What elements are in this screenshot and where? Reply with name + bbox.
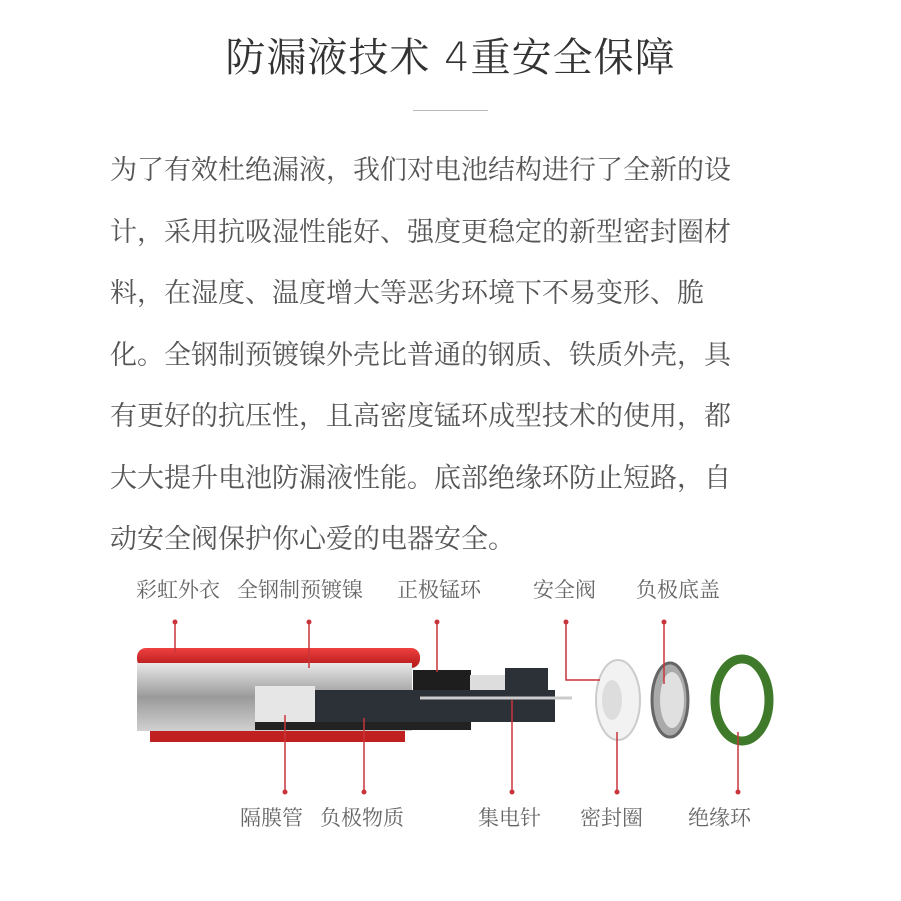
description-line: 动安全阀保护你心爱的电器安全。 xyxy=(110,524,515,555)
label-rainbow-jacket: 彩虹外衣 xyxy=(136,578,220,602)
description-line: 有更好的抗压性，且高密度锰环成型技术的使用，都 xyxy=(110,401,731,432)
insulation-ring xyxy=(715,659,769,741)
label-seal-ring: 密封圈 xyxy=(580,806,643,830)
label-anode-material: 负极物质 xyxy=(320,806,404,830)
description-line: 为了有效杜绝漏液，我们对电池结构进行了全新的设 xyxy=(110,155,731,186)
page-title: 防漏液技术 4重安全保障 xyxy=(225,35,676,81)
description-line: 料，在湿度、温度增大等恶劣环境下不易变形、脆 xyxy=(110,278,704,309)
label-steel-shell: 全钢制预镀镍 xyxy=(237,578,363,602)
label-negative-cap: 负极底盖 xyxy=(636,578,720,602)
label-separator-tube: 隔膜管 xyxy=(240,806,303,830)
label-collector-pin: 集电针 xyxy=(478,806,541,830)
description-line: 大大提升电池防漏液性能。底部绝缘环防止短路，自 xyxy=(110,462,731,494)
label-manganese-ring: 正极锰环 xyxy=(397,578,481,602)
label-insulation-ring: 绝缘环 xyxy=(688,806,751,830)
description-line: 化。全钢制预镀镍外壳比普通的钢质、铁质外壳，具 xyxy=(110,339,731,371)
label-safety-valve: 安全阀 xyxy=(533,578,596,602)
description-line: 计，采用抗吸湿性能好、强度更稳定的新型密封圈材 xyxy=(110,216,731,248)
